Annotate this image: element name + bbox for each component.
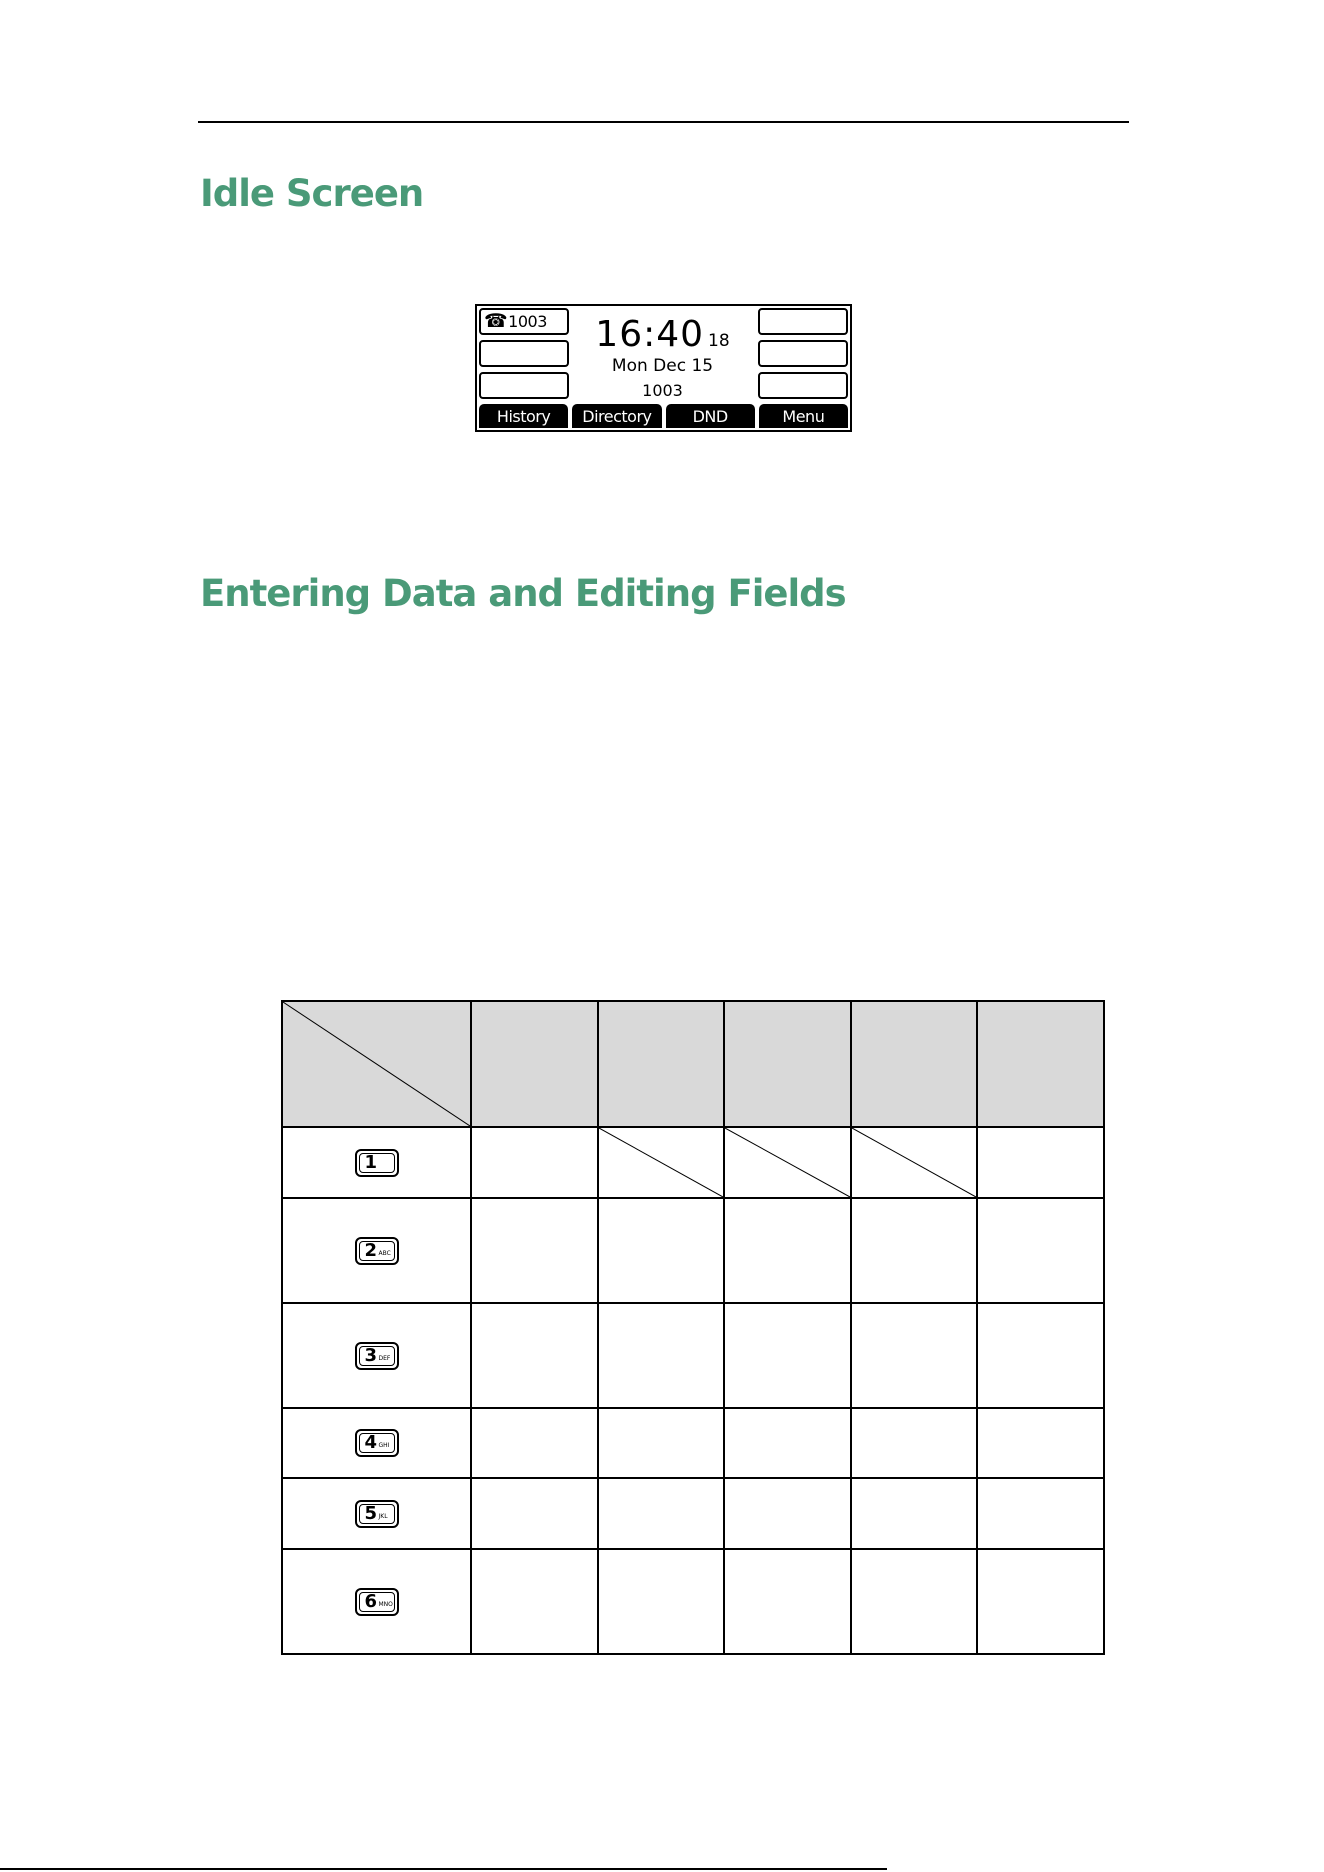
line-key-5[interactable] — [758, 340, 848, 367]
keypad-4-icon — [355, 1429, 399, 1457]
key-cell — [282, 1127, 471, 1198]
key-cell — [282, 1549, 471, 1654]
line-key-4[interactable] — [758, 308, 848, 335]
table-cell — [724, 1478, 851, 1549]
line-key-3[interactable] — [479, 372, 569, 399]
key-cell — [282, 1303, 471, 1408]
table-row — [282, 1478, 1104, 1549]
table-cell — [471, 1408, 598, 1478]
key-letters: MNO — [378, 1600, 393, 1608]
header-rule — [198, 121, 1129, 123]
key-letters: DEF — [378, 1354, 391, 1362]
diagonal-line — [283, 1002, 470, 1126]
lcd-clock — [571, 314, 754, 355]
table-row — [282, 1303, 1104, 1408]
table-cell — [851, 1549, 977, 1654]
table-cell-na — [724, 1127, 851, 1198]
header-cell — [724, 1001, 851, 1127]
table-cell — [724, 1198, 851, 1303]
key-cell — [282, 1198, 471, 1303]
softkey-menu[interactable]: Menu — [759, 404, 848, 428]
key-letters: ABC — [378, 1249, 391, 1257]
key-cell — [282, 1408, 471, 1478]
corner-header-cell — [282, 1001, 471, 1127]
key-number: 5 — [364, 1502, 378, 1524]
key-number: 2 — [364, 1239, 378, 1261]
table-header-row — [282, 1001, 1104, 1127]
key-cell — [282, 1478, 471, 1549]
table-cell — [977, 1127, 1104, 1198]
table-cell — [471, 1127, 598, 1198]
table-cell — [598, 1549, 724, 1654]
keypad-character-table — [281, 1000, 1105, 1655]
lcd-date: Mon Dec 15 — [611, 356, 714, 376]
softkey-dnd[interactable]: DND — [666, 404, 755, 428]
keypad-6-icon — [355, 1588, 399, 1616]
table-cell — [724, 1303, 851, 1408]
table-cell — [851, 1478, 977, 1549]
keypad-2-icon — [355, 1237, 399, 1265]
table-cell — [724, 1408, 851, 1478]
key-letters: GHI — [378, 1442, 390, 1449]
lcd-extension: 1003 — [642, 381, 683, 400]
softkey-directory[interactable]: Directory — [572, 404, 661, 428]
key-number: 3 — [364, 1344, 378, 1366]
footer-rule — [0, 1868, 887, 1870]
line-key-account-label: 1003 — [508, 312, 547, 331]
table-cell — [977, 1303, 1104, 1408]
table-cell — [851, 1303, 977, 1408]
table-cell — [977, 1408, 1104, 1478]
header-cell — [598, 1001, 724, 1127]
lcd-seconds: 18 — [708, 331, 730, 351]
phone-lcd-screen — [475, 304, 852, 432]
table-row — [282, 1198, 1104, 1303]
table-cell — [977, 1198, 1104, 1303]
line-key-1[interactable] — [479, 308, 569, 335]
phone-icon: ☎ — [484, 310, 508, 332]
diagonal-line — [599, 1128, 723, 1197]
table-cell — [471, 1549, 598, 1654]
keypad-5-icon — [355, 1500, 399, 1528]
table-cell — [851, 1198, 977, 1303]
table-cell — [471, 1198, 598, 1303]
key-number: 4 — [364, 1432, 378, 1453]
table-row — [282, 1549, 1104, 1654]
table-cell — [598, 1198, 724, 1303]
keypad-3-icon — [355, 1342, 399, 1370]
table-row — [282, 1408, 1104, 1478]
key-letters: JKL — [378, 1512, 388, 1520]
header-cell — [977, 1001, 1104, 1127]
entering-data-heading: Entering Data and Editing Fields — [200, 572, 846, 615]
table-cell — [598, 1408, 724, 1478]
table-cell — [977, 1478, 1104, 1549]
line-key-6[interactable] — [758, 372, 848, 399]
diagonal-line — [852, 1128, 976, 1197]
keypad-1-icon — [355, 1149, 399, 1177]
table-cell-na — [851, 1127, 977, 1198]
table-cell — [598, 1478, 724, 1549]
key-number: 6 — [364, 1590, 378, 1612]
softkey-bar — [479, 404, 848, 428]
table-cell — [724, 1549, 851, 1654]
table-row — [282, 1127, 1104, 1198]
key-number: 1 — [364, 1151, 378, 1173]
lcd-time: 16:40 — [595, 314, 705, 355]
header-cell — [851, 1001, 977, 1127]
table-cell — [977, 1549, 1104, 1654]
diagonal-line — [725, 1128, 850, 1197]
header-cell — [471, 1001, 598, 1127]
line-key-2[interactable] — [479, 340, 569, 367]
idle-screen-heading: Idle Screen — [200, 172, 424, 215]
table-cell-na — [598, 1127, 724, 1198]
table-cell — [598, 1303, 724, 1408]
table-cell — [471, 1478, 598, 1549]
softkey-history[interactable]: History — [479, 404, 568, 428]
lcd-status-area — [571, 306, 754, 402]
table-cell — [471, 1303, 598, 1408]
table-cell — [851, 1408, 977, 1478]
